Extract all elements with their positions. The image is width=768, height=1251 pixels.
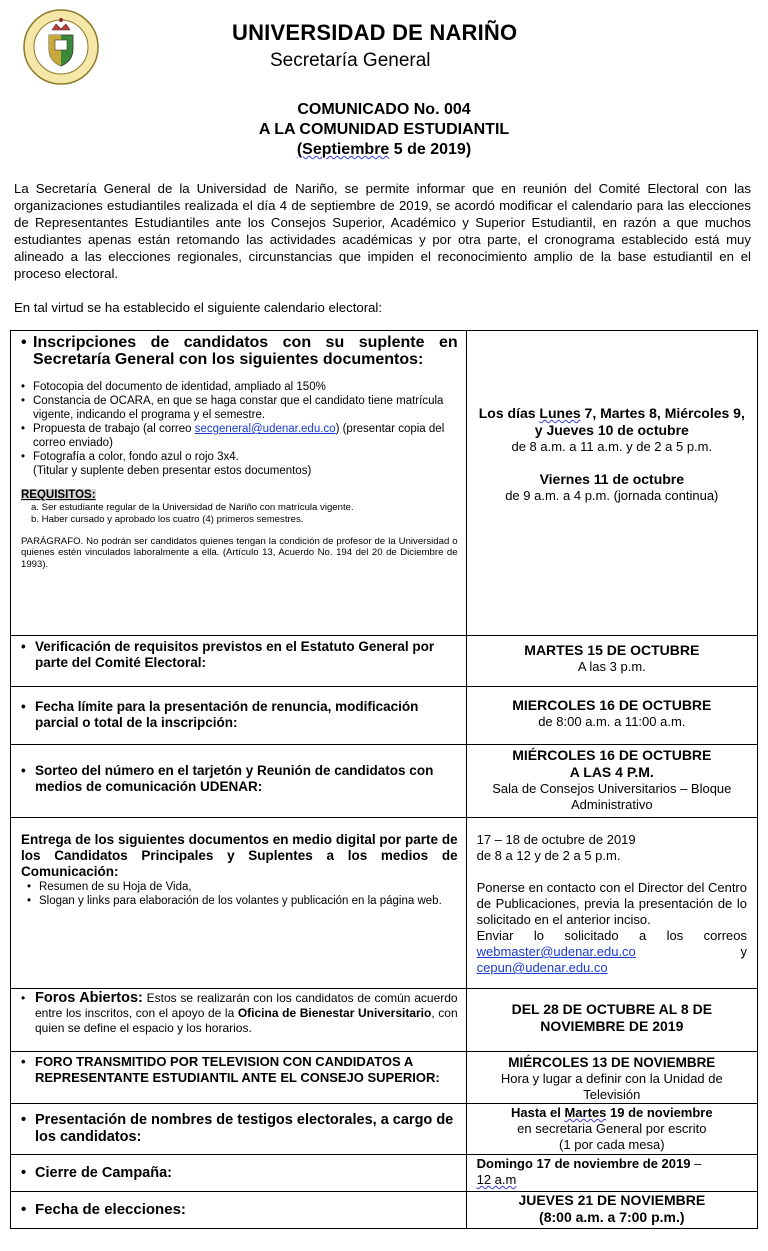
verification-text: • Verificación de requisitos previstos en el Estatuto General por parte del Comité Electoral:	[21, 639, 458, 671]
date-cell	[466, 636, 757, 687]
verification-date: MARTES 15 DE OCTUBRE	[524, 642, 700, 658]
inscription-hours: de 8 a.m. a 11 a.m. y de 2 a 5 p.m.	[511, 439, 713, 454]
table-row	[11, 818, 758, 989]
activity-cell	[11, 636, 467, 687]
verification-time: A las 3 p.m.	[577, 659, 646, 674]
friday-hours: de 9 a.m. a 4 p.m. (jornada continua)	[505, 488, 719, 503]
entrega-contact: Ponerse en contacto con el Director del Centro de Publicaciones, previa la presentación de lo solicitado en el anterior inciso.	[476, 880, 747, 927]
table-row	[11, 1104, 758, 1155]
doc3-text: Propuesta de trabajo (al correo	[33, 423, 195, 435]
renuncia-text: • Fecha límite para la presentación de renuncia, modificación parcial o total de la inscripción:	[21, 699, 458, 731]
activity-cell	[11, 745, 467, 818]
activity-cell	[11, 687, 467, 745]
list-item: • Fotocopia del documento de identidad, ampliado al 150%	[21, 380, 458, 394]
cierre-date-text: Domingo 17 de noviembre de 2019	[476, 1156, 691, 1171]
dates-prefix: Los días	[478, 405, 540, 421]
cierre-text: • Cierre de Campaña:	[21, 1165, 458, 1181]
electoral-calendar-table	[10, 330, 758, 1229]
inscription-dates	[477, 405, 747, 439]
table-row	[11, 1192, 758, 1229]
table-row	[11, 636, 758, 687]
activity-cell	[11, 1104, 467, 1155]
entrega-send: Enviar lo solicitado a los correos	[476, 928, 747, 943]
requirements-label: REQUISITOS:	[21, 489, 96, 501]
date-cell	[466, 1155, 757, 1192]
list-item	[21, 450, 458, 478]
table-row	[11, 1052, 758, 1104]
date-cell	[466, 1052, 757, 1104]
elecciones-text: • Fecha de elecciones:	[21, 1201, 458, 1218]
testigos-martes: Martes	[564, 1105, 607, 1120]
foro-tv-date: MIÉRCOLES 13 DE NOVIEMBRE	[508, 1055, 716, 1070]
cepun-email-link[interactable]: cepun@udenar.edu.co	[476, 960, 608, 975]
university-seal-logo	[22, 8, 100, 86]
sorteo-text: • Sorteo del número en el tarjetón y Reunión de candidatos con medios de comunicación UDENAR:	[21, 763, 458, 795]
date-cell	[466, 989, 757, 1052]
foros-label: Foros Abiertos:	[35, 990, 143, 1006]
entrega-time: de 8 a 12 y de 2 a 5 p.m.	[476, 848, 621, 863]
testigos-date-a: Hasta el	[510, 1105, 565, 1120]
intro-paragraph: La Secretaría General de la Universidad de Nariño, se permite informar que en reunión del Comité Electoral con las organizaciones estudiantiles realizada el día 4 de septiembre de 2019, se acordó modificar el calendario para las elecciones de Representantes Estudiantiles ante los Consejos Superior, Académico y Superior Estudiantil, en razón a que muchos estudiantes apenas están retomando las actividades académicas y por otra parte, el cronograma establecido está muy alineado a las elecciones regionales, circunstancias que impiden el reconocimiento amplio de la base estudiantil en el proceso electoral.	[14, 181, 751, 281]
list-item: • Slogan y links para elaboración de los volantes y publicación en la página web.	[27, 894, 458, 908]
entrega-date: 17 – 18 de octubre de 2019	[476, 832, 636, 847]
friday-date: Viernes 11 de octubre	[539, 471, 685, 487]
communique-number: COMUNICADO No. 004	[297, 101, 471, 118]
date-part-b: 5 de 2019)	[389, 141, 472, 158]
foro-tv-time: Hora y lugar a definir con la Unidad de Televisión	[500, 1071, 723, 1102]
list-item: • Resumen de su Hoja de Vida,	[27, 880, 458, 894]
secgeneral-email-link[interactable]: secgeneral@udenar.edu.co	[194, 423, 336, 435]
testigos-date-c: 19 de noviembre	[606, 1105, 713, 1120]
renuncia-date: MIERCOLES 16 DE OCTUBRE	[512, 697, 712, 713]
table-row	[11, 331, 758, 636]
date-cell	[466, 687, 757, 745]
date-cell	[466, 745, 757, 818]
doc4-note: (Titular y suplente deben presentar estos documentos)	[33, 465, 312, 477]
requirement-a: a. Ser estudiante regular de la Universidad de Nariño con matrícula vigente.	[31, 502, 354, 513]
university-name: UNIVERSIDAD DE NARIÑO	[232, 20, 518, 45]
dates-rest: 7, Martes 8, Miércoles 9, y Jueves 10 de octubre	[534, 405, 745, 438]
sorteo-place: Sala de Consejos Universitarios – Bloque Administrativo	[492, 781, 732, 812]
renuncia-time: de 8:00 a.m. a 11:00 a.m.	[538, 714, 686, 729]
foros-date: DEL 28 DE OCTUBRE AL 8 DE NOVIEMBRE DE 2019	[511, 1001, 713, 1034]
communique-audience: A LA COMUNIDAD ESTUDIANTIL	[258, 121, 510, 138]
sorteo-time: A LAS 4 P.M.	[569, 764, 654, 780]
office-name: Secretaría General	[270, 50, 431, 71]
table-row	[11, 687, 758, 745]
activity-cell	[11, 989, 467, 1052]
webmaster-email-link[interactable]: webmaster@udenar.edu.co	[476, 944, 636, 959]
cierre-date	[477, 1155, 749, 1172]
activity-cell	[11, 1155, 467, 1192]
elecciones-date: JUEVES 21 DE NOVIEMBRE	[518, 1192, 706, 1208]
inscription-heading: • Inscripciones de candidatos con su suplente en Secretaría General con los siguientes documentos:	[21, 334, 458, 368]
activity-cell	[11, 818, 467, 989]
date-cell	[466, 1192, 757, 1229]
bienestar-office: Oficina de Bienestar Universitario	[237, 1006, 432, 1020]
communique-date	[0, 140, 768, 160]
dates-lunes: Lunes	[539, 405, 581, 421]
doc3-text-end: ) (presentar copia del correo enviado)	[33, 423, 445, 449]
table-row	[11, 989, 758, 1052]
foros-text-a: Estos se realizarán con los candidatos de común acuerdo entre los inscritos, con el apoyo de la	[35, 991, 458, 1020]
entrega-text: Entrega de los siguientes documentos en medio digital por parte de los Candidatos Principales y Suplentes a los medios de Comunicación:	[21, 832, 458, 879]
cierre-dash: –	[690, 1156, 702, 1171]
letterhead	[0, 0, 768, 95]
table-row	[11, 745, 758, 818]
testigos-line3: (1 por cada mesa)	[559, 1137, 665, 1152]
list-item: • Constancia de OCARA, en que se haga constar que el candidato tiene matrícula vigente, indicando el programa y el semestre.	[21, 394, 458, 422]
intro-lead: En tal virtud se ha establecido el siguiente calendario electoral:	[14, 300, 383, 315]
table-row	[11, 1155, 758, 1192]
doc4-text: Fotografía a color, fondo azul o rojo 3x4.	[33, 451, 239, 463]
testigos-text: • Presentación de nombres de testigos electorales, a cargo de los candidatos:	[21, 1112, 458, 1146]
paragrafo: PARÁGRAFO. No podrán ser candidatos quienes tengan la condición de profesor de la Universidad o quienes estén vinculados laboralmente a ella. (Artículo 13, Acuerdo No. 194 del 20 de Diciembre de 1993).	[21, 535, 458, 571]
sorteo-date: MIÉRCOLES 16 DE OCTUBRE	[512, 747, 712, 763]
activity-cell	[11, 1192, 467, 1229]
activity-cell	[11, 1052, 467, 1104]
activity-cell	[11, 331, 467, 636]
list-item	[21, 422, 458, 450]
foros-text	[21, 991, 458, 1036]
foro-tv-text: • FORO TRANSMITIDO POR TELEVISION CON CANDIDATOS A REPRESENTANTE ESTUDIANTIL ANTE EL CONSEJO SUPERIOR:	[21, 1054, 458, 1086]
requirement-b: b. Haber cursado y aprobado los cuatro (4) primeros semestres.	[31, 513, 304, 525]
cierre-time: 12 a.m	[476, 1172, 517, 1187]
elecciones-time: (8:00 a.m. a 7:00 p.m.)	[539, 1209, 685, 1225]
conjunction-y: y	[740, 944, 747, 959]
foros-text-c: , con quien se define el espacio y los horarios.	[35, 1006, 458, 1035]
date-cell	[466, 818, 757, 989]
date-cell	[466, 1104, 757, 1155]
testigos-date	[467, 1104, 757, 1121]
date-cell	[466, 331, 757, 636]
date-part-a: (Septiembre	[296, 141, 390, 158]
testigos-line2: en secretaria General por escrito	[517, 1121, 707, 1136]
